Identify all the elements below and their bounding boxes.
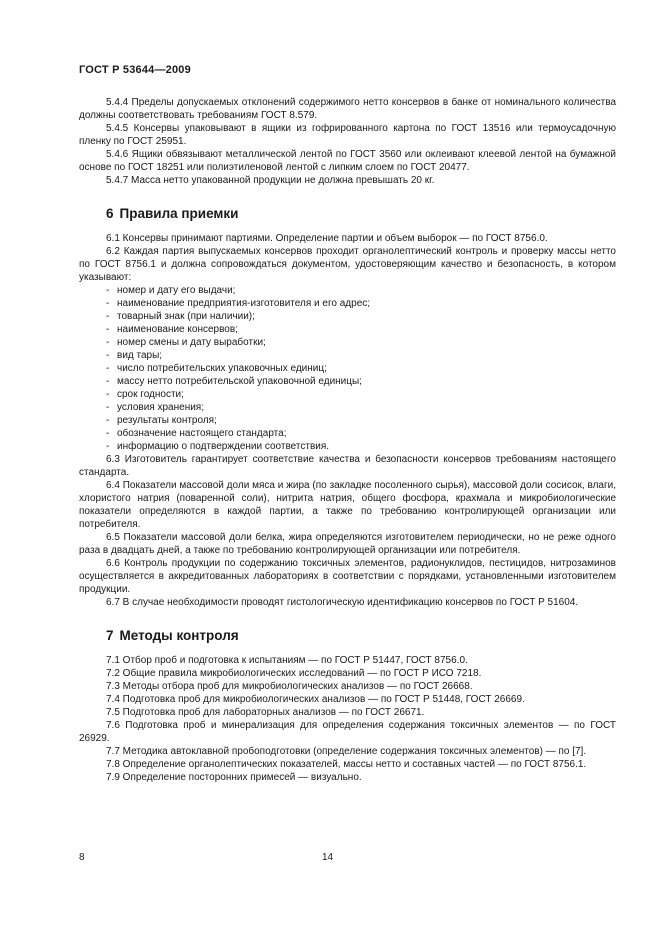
list-item bbox=[79, 414, 616, 427]
list-item-text: вид тары; bbox=[117, 350, 163, 361]
list-item bbox=[79, 375, 616, 388]
list-item-text: товарный знак (при наличии); bbox=[117, 311, 255, 322]
section-6-heading bbox=[79, 207, 616, 220]
list-dash: - bbox=[106, 324, 110, 335]
paragraph-6-4: 6.4 Показатели массовой доли мяса и жира (по закладке посоленного сырья), массовой доли сосисок, влаги, хлористого натрия (поваренной соли), нитрита натрия, общего фосфора, крахмала и микробиологические показатели определяются в каждой партии, а также по требованию контролирующей организации или потребителя. bbox=[79, 480, 616, 530]
list-dash: - bbox=[106, 441, 110, 452]
paragraph-7-3: 7.3 Методы отбора проб для микробиологических анализов — по ГОСТ 26668. bbox=[106, 681, 473, 692]
paragraph-5-4-5: 5.4.5 Консервы упаковывают в ящики из гофрированного картона по ГОСТ 13516 или термоусадочную пленку по ГОСТ 25951. bbox=[79, 123, 616, 147]
paragraph-7-5: 7.5 Подготовка проб для лабораторных анализов — по ГОСТ 26671. bbox=[106, 707, 425, 718]
list-dash: - bbox=[106, 285, 110, 296]
list-item bbox=[79, 349, 616, 362]
list-item-text: наименование консервов; bbox=[117, 324, 238, 335]
list-item-text: массу нетто потребительской упаковочной единицы; bbox=[117, 376, 362, 387]
paragraph-5-4-4: 5.4.4 Пределы допускаемых отклонений содержимого нетто консервов в банке от номинального количества должны соответствовать требованиям ГОСТ 8.579. bbox=[79, 97, 616, 121]
list-dash: - bbox=[106, 415, 110, 426]
list-dash: - bbox=[106, 298, 110, 309]
list-item-text: номер и дату его выдачи; bbox=[117, 285, 236, 296]
list-dash: - bbox=[106, 311, 110, 322]
paragraph-7-7: 7.7 Методика автоклавной пробоподготовки (определение содержания токсичных элементов) — по [7]. bbox=[106, 746, 587, 757]
document-body bbox=[79, 96, 616, 784]
list-item bbox=[79, 401, 616, 414]
page-number-center: 14 bbox=[322, 852, 334, 863]
section-7-number: 7 bbox=[106, 628, 114, 643]
list-item-text: результаты контроля; bbox=[117, 415, 217, 426]
section-7-title: Методы контроля bbox=[119, 628, 239, 643]
list-item-text: номер смены и дату выработки; bbox=[117, 337, 266, 348]
list-item bbox=[79, 310, 616, 323]
paragraph-7-8: 7.8 Определение органолептических показателей, массы нетто и составных частей — по ГОСТ 8756.1. bbox=[106, 759, 587, 770]
list-dash: - bbox=[106, 402, 110, 413]
page-number-left: 8 bbox=[79, 852, 85, 863]
list-item-text: условия хранения; bbox=[117, 402, 204, 413]
document-header: ГОСТ Р 53644—2009 bbox=[79, 64, 191, 76]
paragraph-6-2: 6.2 Каждая партия выпускаемых консервов проходит органолептический контроль и проверку массы нетто по ГОСТ 8756.1 и должна сопровождаться документом, удостоверяющим качество и безопасность, в котором указывают: bbox=[79, 246, 616, 283]
paragraph-5-4-6: 5.4.6 Ящики обвязывают металлической лентой по ГОСТ 3560 или оклеивают клеевой лентой на бумажной основе по ГОСТ 18251 или полиэтиленовой лентой с липким слоем по ГОСТ 20477. bbox=[79, 149, 616, 173]
list-dash: - bbox=[106, 389, 110, 400]
list-item bbox=[79, 388, 616, 401]
list-dash: - bbox=[106, 337, 110, 348]
list-item bbox=[79, 297, 616, 310]
list-dash: - bbox=[106, 350, 110, 361]
list-item-text: обозначение настоящего стандарта; bbox=[117, 428, 287, 439]
paragraph-7-4: 7.4 Подготовка проб для микробиологических анализов — по ГОСТ Р 51448, ГОСТ 26669. bbox=[106, 694, 525, 705]
paragraph-5-4-7: 5.4.7 Масса нетто упакованной продукции не должна превышать 20 кг. bbox=[106, 175, 435, 186]
list-item bbox=[79, 336, 616, 349]
paragraph-7-2: 7.2 Общие правила микробиологических исследований — по ГОСТ Р ИСО 7218. bbox=[106, 668, 482, 679]
list-dash: - bbox=[106, 363, 110, 374]
list-item bbox=[79, 284, 616, 297]
list-item-text: число потребительских упаковочных единиц; bbox=[117, 363, 327, 374]
list-item-text: информацию о подтверждении соответствия. bbox=[117, 441, 330, 452]
list-dash: - bbox=[106, 376, 110, 387]
paragraph-6-1: 6.1 Консервы принимают партиями. Определение партии и объем выборок — по ГОСТ 8756.0. bbox=[106, 233, 548, 244]
list-item-text: наименование предприятия-изготовителя и его адрес; bbox=[117, 298, 371, 309]
paragraph-7-1: 7.1 Отбор проб и подготовка к испытаниям — по ГОСТ Р 51447, ГОСТ 8756.0. bbox=[106, 655, 468, 666]
section-6-number: 6 bbox=[106, 206, 114, 221]
section-6-title: Правила приемки bbox=[119, 206, 239, 221]
list-item bbox=[79, 323, 616, 336]
document-info-list bbox=[79, 284, 616, 453]
paragraph-7-6: 7.6 Подготовка проб и минерализация для определения содержания токсичных элементов — по ГОСТ 26929. bbox=[79, 720, 616, 744]
list-dash: - bbox=[106, 428, 110, 439]
paragraph-6-3: 6.3 Изготовитель гарантирует соответствие качества и безопасности консервов требованиям настоящего стандарта. bbox=[79, 454, 616, 478]
paragraph-6-6: 6.6 Контроль продукции по содержанию токсичных элементов, радионуклидов, пестицидов, нитрозаминов осуществляется в аккредитованных лабораториях в соответствии с порядками, установленными изготовителем продукции. bbox=[79, 558, 616, 595]
list-item bbox=[79, 440, 616, 453]
list-item bbox=[79, 362, 616, 375]
paragraph-6-7: 6.7 В случае необходимости проводят гистологическую идентификацию консервов по ГОСТ Р 51604. bbox=[106, 597, 579, 608]
paragraph-6-5: 6.5 Показатели массовой доли белка, жира определяются изготовителем периодически, но не реже одного раза в двадцать дней, а также по требованию контролирующей организации или потребителя. bbox=[79, 532, 616, 556]
paragraph-7-9: 7.9 Определение посторонних примесей — визуально. bbox=[106, 772, 362, 783]
section-7-heading bbox=[79, 629, 616, 642]
list-item bbox=[79, 427, 616, 440]
list-item-text: срок годности; bbox=[117, 389, 184, 400]
